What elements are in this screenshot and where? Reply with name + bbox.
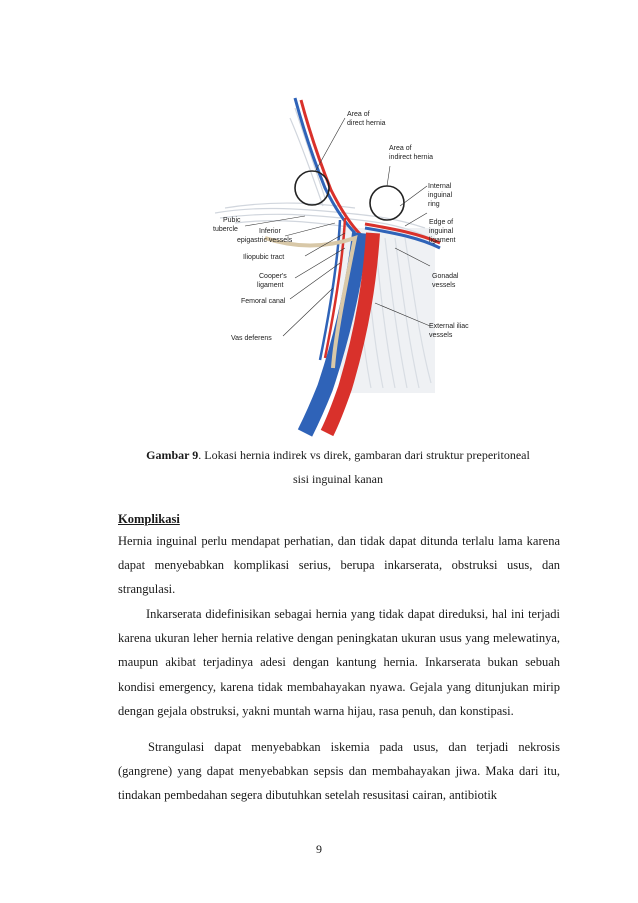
label-indirect-hernia: Area of indirect hernia [389,145,433,161]
paragraph-inkarserata: Inkarserata didefinisikan sebagai hernia yang tidak dapat direduksi, hal ini terjadi karena ukuran leher hernia relative dengan peningkatan ukuran usus yang melewatinya, maupun akibat terjadinya adesi dengan kantung hernia. Inkarserata bukan sebuah kondisi emergency, karena tidak membahayakan nyawa. Gejala yang ditunjukan mirip dengan gejala obstruksi, yakni muntah warna hijau, rasa penuh, dan konstipasi. [118,607,560,718]
figure-caption-line1 [118,448,558,463]
label-vas-deferens: Vas deferens [231,335,272,342]
label-inferior-epigastric: Inferior epigastric vessels [237,228,293,244]
figure-caption-label: Gambar 9 [146,448,199,462]
paragraph-strangulasi: Strangulasi dapat menyebabkan iskemia pada usus, dan terjadi nekrosis (gangrene) yang dapat menyebabkan sepsis dan membahayakan jiwa. Maka dari itu, tindakan pembedahan segera dibutuhkan setelah resusitasi cairan, antibiotik [118,740,560,803]
label-iliopubic-tract: Iliopubic tract [243,254,285,261]
label-femoral-canal: Femoral canal [241,298,286,305]
label-pubic-tubercle: Pubic tubercle [213,217,241,233]
label-gonadal-vessels: Gonadal vessels [432,273,459,289]
anatomy-figure [195,88,469,433]
paragraph-intro: Hernia inguinal perlu mendapat perhatian, dan tidak dapat ditunda terlalu lama karena dapat menyebabkan komplikasi serius, berupa inkarserata, obstruksi usus, dan strangulasi. [118,534,560,597]
label-coopers-ligament: Cooper's ligament [257,273,287,289]
inguinal-anatomy-illustration [195,88,469,433]
indirect-hernia-circle [370,186,404,220]
page-number: 9 [316,842,322,856]
figure-caption-text: . Lokasi hernia indirek vs direk, gambaran dari struktur preperitoneal [198,448,530,462]
figure-caption-line2: sisi inguinal kanan [293,472,383,486]
section-heading: Komplikasi [118,512,180,526]
label-edge-ligament: Edge of inguinal ligament [429,219,456,244]
label-internal-ring: Internal inguinal ring [428,183,453,208]
label-direct-hernia: Area of direct hernia [347,111,386,127]
label-external-iliac: External iliac vessels [429,323,469,339]
